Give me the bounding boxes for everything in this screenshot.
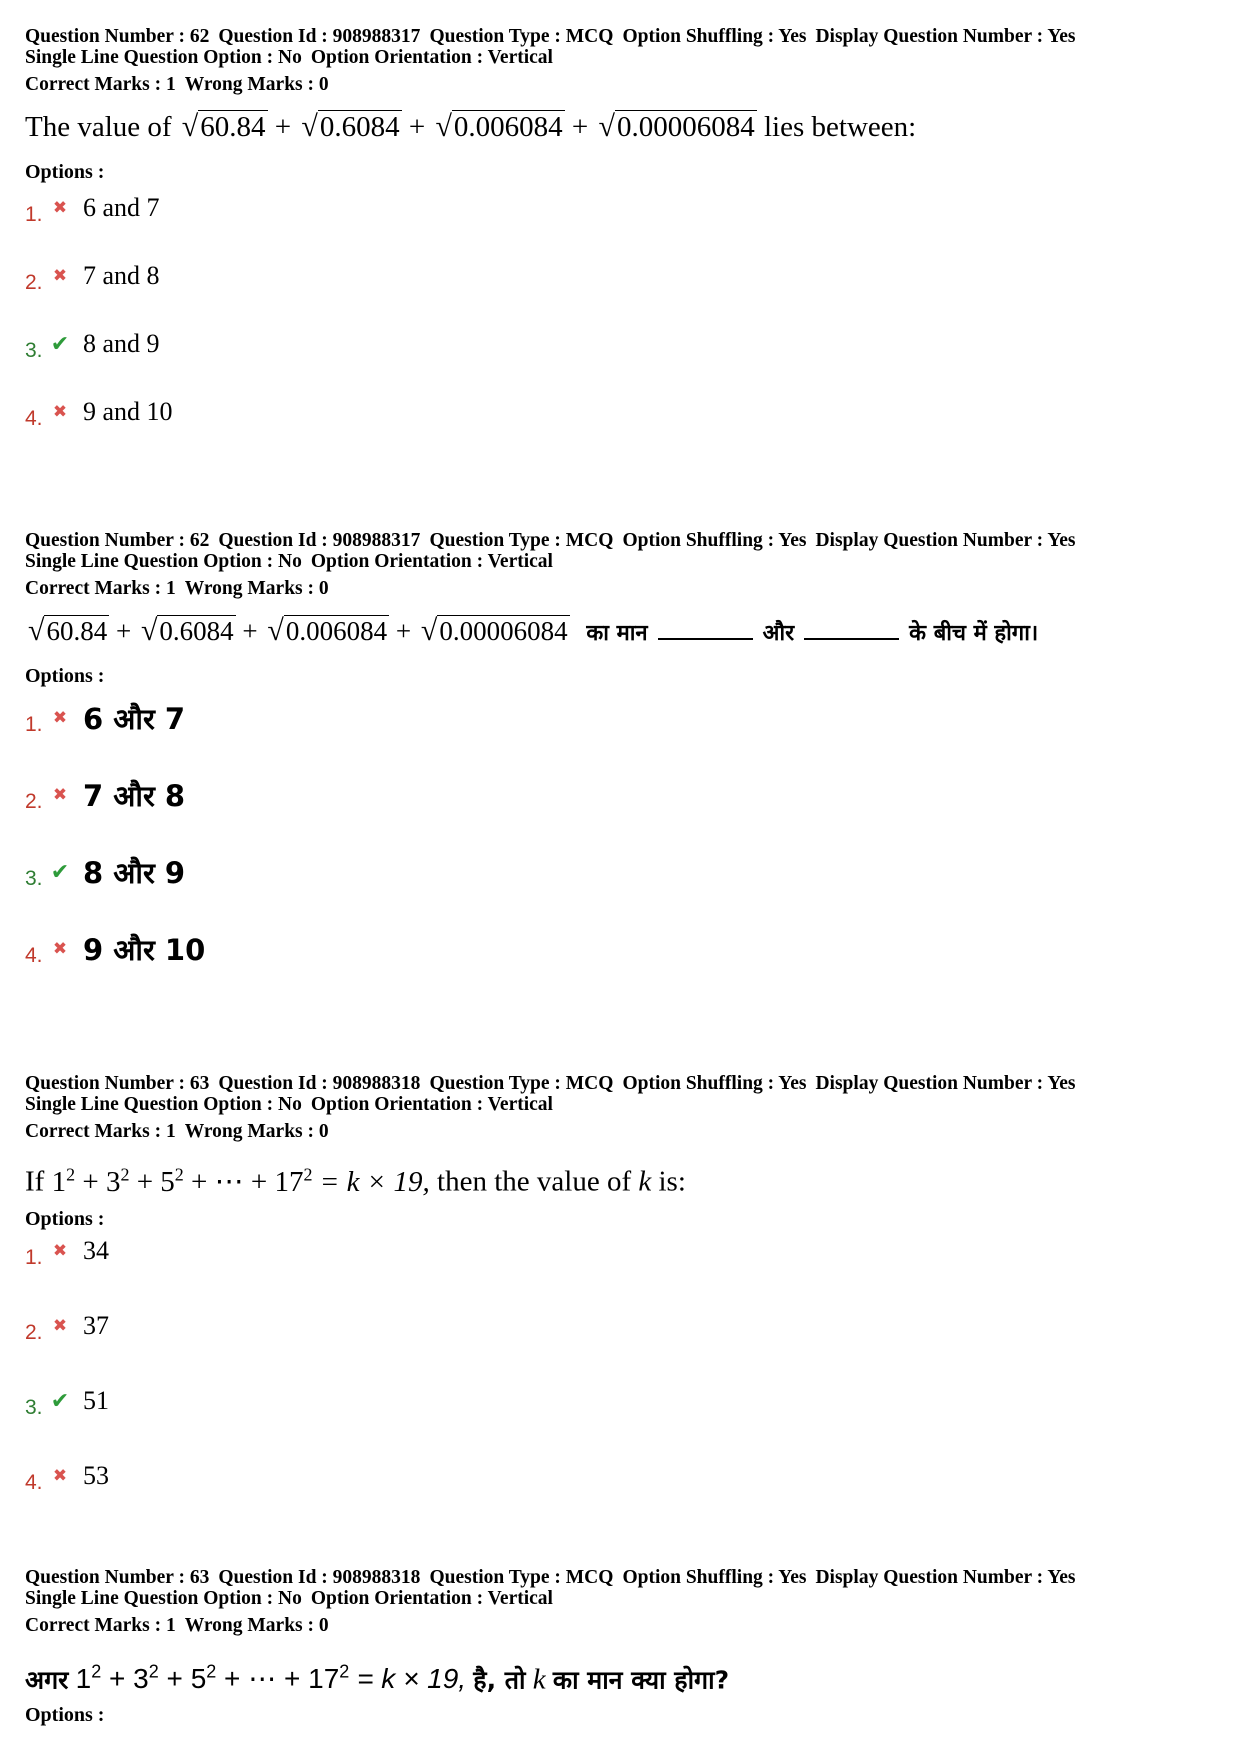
wrong-marks: Wrong Marks : 0 <box>184 1615 329 1636</box>
wrong-marks: Wrong Marks : 0 <box>184 74 329 95</box>
single-line-option: Single Line Question Option : No <box>25 47 302 68</box>
correct-marks: Correct Marks : 1 <box>25 578 176 599</box>
cross-icon: ✖ <box>52 1316 68 1336</box>
option-shuffling: Option Shuffling : Yes <box>622 530 807 551</box>
option-item: 3. ✔ 8 और 9 <box>25 855 186 890</box>
question-id: Question Id : 908988317 <box>218 26 421 47</box>
option-item: 2. ✖ 7 and 8 <box>25 261 160 294</box>
cross-icon: ✖ <box>52 708 68 728</box>
question-text: The value of √60.84 + √0.6084 + √0.006084 + √0.00006084 lies between: <box>25 105 1225 149</box>
display-question-number: Display Question Number : Yes <box>815 1567 1076 1588</box>
single-line-option: Single Line Question Option : No <box>25 551 302 572</box>
question-id: Question Id : 908988317 <box>218 530 421 551</box>
question-number: Question Number : 62 <box>25 530 210 551</box>
option-item: 4. ✖ 9 and 10 <box>25 397 173 430</box>
sqrt-term: √0.00006084 <box>598 110 755 143</box>
sqrt-term: √60.84 <box>28 614 108 647</box>
single-line-option: Single Line Question Option : No <box>25 1094 302 1115</box>
question-meta <box>25 1567 1225 1636</box>
display-question-number: Display Question Number : Yes <box>815 530 1076 551</box>
question-block-4 <box>25 1567 1225 1727</box>
option-item: 1. ✖ 6 and 7 <box>25 193 160 226</box>
correct-marks: Correct Marks : 1 <box>25 1121 176 1142</box>
option-item: 1. ✖ 34 <box>25 1236 109 1269</box>
display-question-number: Display Question Number : Yes <box>815 1073 1076 1094</box>
sqrt-term: √0.006084 <box>267 614 388 647</box>
check-icon: ✔ <box>50 1388 70 1414</box>
wrong-marks: Wrong Marks : 0 <box>184 1121 329 1142</box>
option-orientation: Option Orientation : Vertical <box>310 551 553 572</box>
hindi-text: का मान <box>586 621 648 646</box>
question-id: Question Id : 908988318 <box>218 1567 421 1588</box>
question-meta <box>25 26 1225 95</box>
hindi-text: और <box>762 621 795 646</box>
option-item: 2. ✖ 7 और 8 <box>25 778 186 813</box>
option-item: 2. ✖ 37 <box>25 1311 109 1344</box>
option-item: 3. ✔ 51 <box>25 1386 109 1419</box>
option-orientation: Option Orientation : Vertical <box>310 1588 553 1609</box>
correct-marks: Correct Marks : 1 <box>25 1615 176 1636</box>
sqrt-term: √0.6084 <box>140 614 234 647</box>
question-type: Question Type : MCQ <box>429 1567 614 1588</box>
question-suffix: lies between: <box>764 111 917 143</box>
question-id: Question Id : 908988318 <box>218 1073 421 1094</box>
check-icon: ✔ <box>50 859 70 885</box>
question-text: If $1^2 + 3^2 + 5^2$ + ⋯ + $17^2 = k \times 19$, then the value of k is: <box>25 1164 686 1198</box>
question-meta <box>25 530 1225 599</box>
options-label: Options : <box>25 1704 105 1726</box>
cross-icon: ✖ <box>52 785 68 805</box>
question-block-1 <box>25 26 1225 430</box>
option-shuffling: Option Shuffling : Yes <box>622 1073 807 1094</box>
options-label: Options : <box>25 161 105 183</box>
option-orientation: Option Orientation : Vertical <box>310 1094 553 1115</box>
blank-line <box>658 612 753 640</box>
check-icon: ✔ <box>50 331 70 357</box>
option-item: 4. ✖ 53 <box>25 1461 109 1494</box>
cross-icon: ✖ <box>52 198 68 218</box>
question-number: Question Number : 63 <box>25 1073 210 1094</box>
question-type: Question Type : MCQ <box>429 26 614 47</box>
sqrt-term: √0.6084 <box>301 110 400 143</box>
question-meta <box>25 1073 1225 1142</box>
wrong-marks: Wrong Marks : 0 <box>184 578 329 599</box>
blank-line <box>804 612 899 640</box>
question-number: Question Number : 63 <box>25 1567 210 1588</box>
sqrt-term: √0.00006084 <box>420 614 568 647</box>
correct-marks: Correct Marks : 1 <box>25 74 176 95</box>
cross-icon: ✖ <box>52 266 68 286</box>
cross-icon: ✖ <box>52 1241 68 1261</box>
option-shuffling: Option Shuffling : Yes <box>622 26 807 47</box>
question-prefix: The value of <box>25 111 172 143</box>
sqrt-term: √0.006084 <box>435 110 563 143</box>
option-item: 1. ✖ 6 और 7 <box>25 701 186 736</box>
cross-icon: ✖ <box>52 1466 68 1486</box>
question-text: √60.84 + √0.6084 + √0.006084 + √0.00006084 का मान और के बीच में होगा। <box>25 609 1225 653</box>
question-number: Question Number : 62 <box>25 26 210 47</box>
question-block-3 <box>25 1073 1225 1494</box>
sqrt-term: √60.84 <box>181 110 266 143</box>
option-item: 3. ✔ 8 and 9 <box>25 329 160 362</box>
question-text: अगर $1^2 + 3^2 + 5^2$ + ⋯ + $17^2 = k \times 19$, है, तो k का मान क्या होगा? <box>25 1662 730 1696</box>
option-orientation: Option Orientation : Vertical <box>310 47 553 68</box>
hindi-text: के बीच में होगा। <box>909 621 1039 646</box>
cross-icon: ✖ <box>52 939 68 959</box>
display-question-number: Display Question Number : Yes <box>815 26 1076 47</box>
option-shuffling: Option Shuffling : Yes <box>622 1567 807 1588</box>
options-label: Options : <box>25 1208 105 1230</box>
cross-icon: ✖ <box>52 402 68 422</box>
question-type: Question Type : MCQ <box>429 530 614 551</box>
single-line-option: Single Line Question Option : No <box>25 1588 302 1609</box>
question-type: Question Type : MCQ <box>429 1073 614 1094</box>
option-item: 4. ✖ 9 और 10 <box>25 932 206 967</box>
options-label: Options : <box>25 665 105 687</box>
question-block-2 <box>25 530 1225 967</box>
